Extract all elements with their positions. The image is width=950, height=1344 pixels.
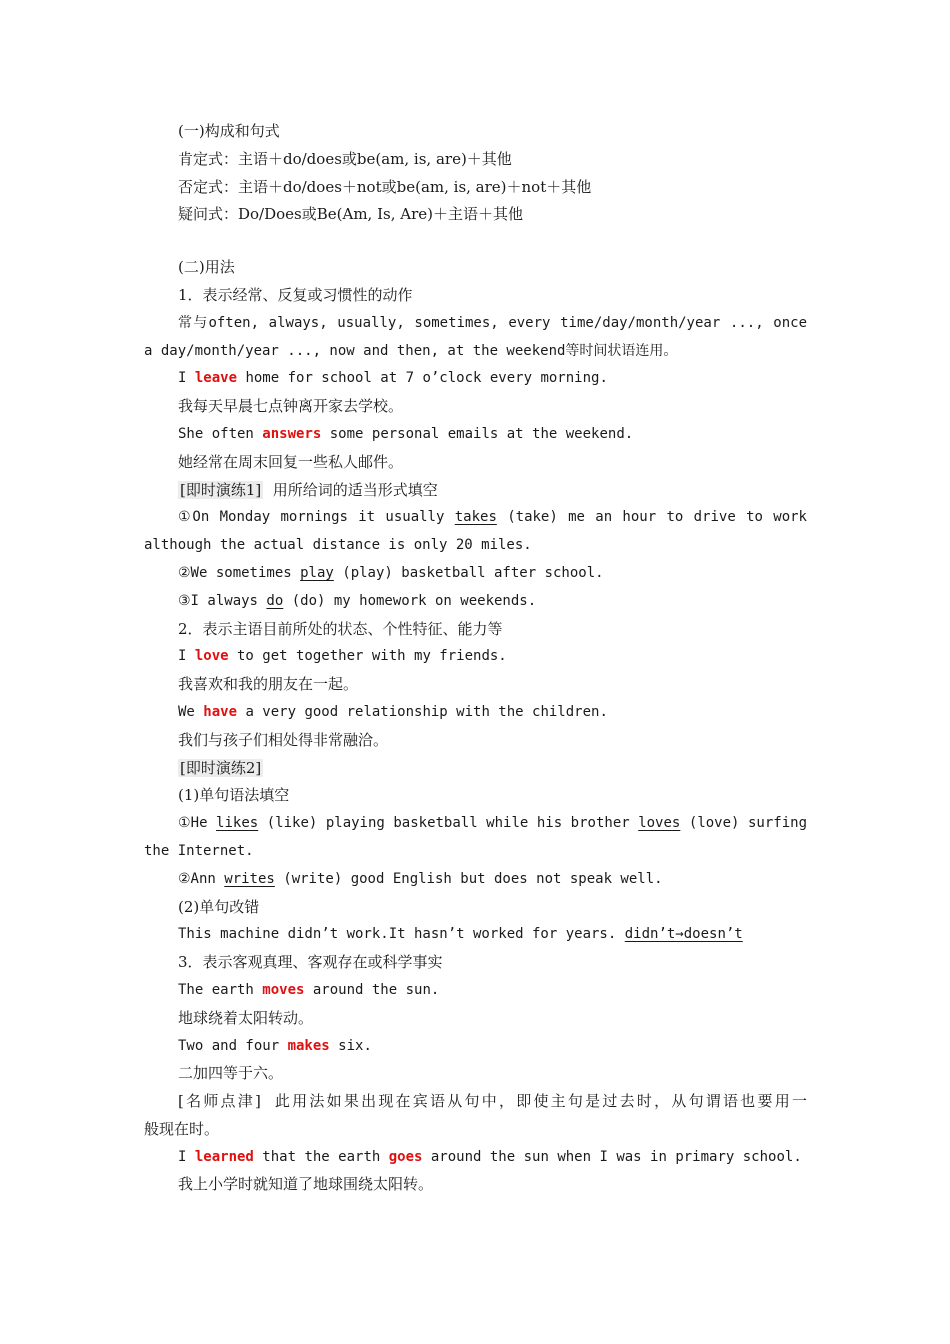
section-heading-usage: (二)用法: [178, 258, 235, 277]
drill-question: [144, 560, 807, 588]
text: ③I always: [178, 592, 267, 609]
teacher-tip-cont: 般现在时。: [144, 1119, 220, 1138]
highlight-verb: answers: [262, 425, 322, 442]
answer-blank: takes: [454, 509, 497, 526]
spacer: [144, 229, 807, 254]
drill-2-header: [144, 755, 807, 783]
highlight-verb: love: [194, 648, 229, 665]
highlight-verb: goes: [388, 1148, 423, 1165]
drill-question: [144, 588, 807, 616]
answer-blank: play: [300, 564, 334, 581]
text: to get together with my friends.: [228, 648, 507, 665]
interrogative-form: 疑问式：Do/Does或Be(Am, Is, Are)＋主语＋其他: [178, 205, 523, 224]
section-heading-structure: (一)构成和句式: [178, 122, 280, 140]
example-translation: 我上小学时就知道了地球围绕太阳转。: [178, 1175, 434, 1194]
text: (take) me an hour to drive to work: [496, 509, 807, 526]
negative-form: 否定式：主语＋do/does＋not或be(am, is, are)＋not＋其他: [178, 177, 592, 196]
highlight-verb: moves: [262, 981, 305, 998]
text: (write) good English but does not speak well.: [274, 870, 663, 887]
example-translation: 她经常在周末回复一些私人邮件。: [178, 452, 404, 471]
text: home for school at 7 o’clock every morning.: [237, 370, 608, 387]
example-translation: 我每天早晨七点钟离开家去学校。: [178, 397, 404, 416]
example-sentence: [144, 365, 807, 393]
text: that the earth: [253, 1148, 389, 1165]
drill-tag: [即时演练1]: [180, 480, 262, 499]
usage-1-title: 1．表示经常、反复或习惯性的动作: [178, 285, 413, 304]
drill-part-title: (1)单句语法填空: [178, 786, 290, 805]
drill-question: [144, 810, 807, 838]
text: (do) my homework on weekends.: [283, 592, 537, 609]
affirmative-form: 肯定式：主语＋do/does或be(am, is, are)＋其他: [178, 149, 512, 168]
usage-2-title: 2．表示主语目前所处的状态、个性特征、能力等: [178, 619, 503, 638]
drill-question-cont: although the actual distance is only 20 miles.: [144, 537, 532, 554]
text: Two and four: [178, 1037, 288, 1054]
example-sentence: [144, 421, 807, 449]
text: (play) basketball after school.: [333, 564, 604, 581]
text: The earth: [178, 981, 263, 998]
correction-answer: didn’t→doesn’t: [624, 926, 743, 943]
usage-3-title: 3．表示客观真理、客观存在或科学事实: [178, 953, 443, 972]
text: This machine didn’t work.It hasn’t worked for years.: [178, 926, 625, 943]
text: some personal emails at the weekend.: [321, 425, 634, 442]
answer-blank: writes: [224, 870, 275, 887]
drill-question: [144, 866, 807, 894]
text: (like) playing basketball while his brother: [258, 815, 639, 832]
text: ②We sometimes: [178, 564, 301, 581]
text: ②Ann: [178, 870, 225, 887]
drill-tag: [即时演练2]: [180, 758, 262, 777]
grammar-notes: [144, 118, 807, 1199]
example-translation: 我们与孩子们相处得非常融洽。: [178, 730, 389, 749]
text: (love) surfing: [680, 815, 807, 832]
drill-question-cont: the Internet.: [144, 842, 254, 859]
drill-1-header: [144, 477, 807, 505]
usage-1-desc-cont: a day/month/year ..., now and then, at the weekend等时间状语连用。: [144, 342, 678, 359]
drill-instruction: 用所给词的适当形式填空: [263, 480, 438, 499]
highlight-verb: leave: [194, 370, 238, 387]
example-sentence: [144, 1144, 807, 1172]
drill-part-title: (2)单句改错: [178, 897, 260, 916]
usage-1-desc: 常与often, always, usually, sometimes, every time/day/month/year ..., once: [178, 314, 807, 331]
highlight-verb: have: [203, 703, 238, 720]
example-sentence: [144, 699, 807, 727]
error-correction: [144, 921, 807, 949]
answer-blank: loves: [638, 815, 681, 832]
text: six.: [329, 1037, 372, 1054]
text: She often: [178, 425, 263, 442]
example-sentence: [144, 1033, 807, 1061]
text: around the sun when I was in primary school.: [422, 1148, 802, 1165]
example-translation: 地球绕着太阳转动。: [178, 1008, 314, 1027]
text: We: [178, 703, 204, 720]
answer-blank: do: [266, 592, 284, 609]
example-translation: 二加四等于六。: [178, 1064, 284, 1083]
text: a very good relationship with the children.: [237, 703, 608, 720]
text: I: [178, 648, 195, 665]
teacher-tip: [名师点津] 此用法如果出现在宾语从句中，即使主句是过去时，从句谓语也要用一: [178, 1092, 807, 1111]
example-translation: 我喜欢和我的朋友在一起。: [178, 675, 359, 694]
highlight-verb: learned: [194, 1148, 254, 1165]
text: ①On Monday mornings it usually: [178, 509, 455, 526]
text: ①He: [178, 815, 217, 832]
highlight-verb: makes: [287, 1037, 330, 1054]
example-sentence: [144, 643, 807, 671]
text: I: [178, 1148, 195, 1165]
drill-question: [144, 504, 807, 532]
answer-blank: likes: [216, 815, 259, 832]
text: I: [178, 370, 195, 387]
text: around the sun.: [304, 981, 440, 998]
example-sentence: [144, 977, 807, 1005]
